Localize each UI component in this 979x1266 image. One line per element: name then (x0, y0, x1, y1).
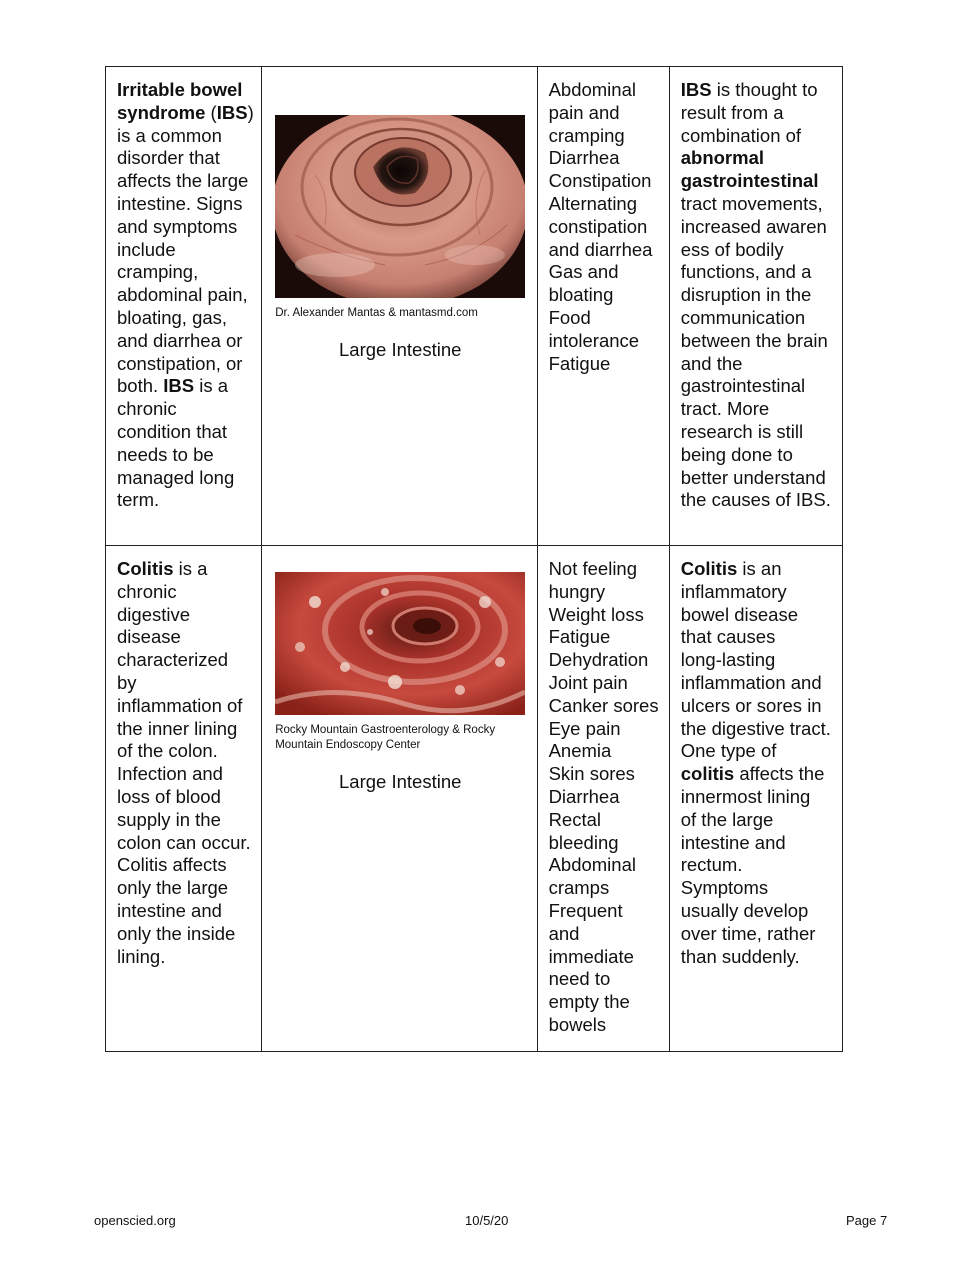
ibs-image-caption: Large Intestine (339, 339, 462, 360)
text-line: Diarrhea (548, 785, 620, 807)
text-line: cramping, (117, 261, 199, 283)
text-line: Colitis affects (117, 854, 227, 876)
ibs-description-cell (106, 67, 262, 546)
text-line: Skin sores (548, 763, 635, 785)
text-line: that causes (680, 626, 776, 648)
text-line: Colitis is an (680, 558, 782, 579)
text-line: gastrointestinal (680, 375, 806, 397)
text-line: Colitis is a (117, 558, 208, 579)
text-line: bowel disease (680, 603, 798, 625)
text-line: bowels (548, 1013, 607, 1035)
text-line: colon can occur. (117, 831, 251, 853)
colitis-endoscopy-image (275, 572, 525, 715)
text-line: communication (680, 306, 806, 328)
text-line: gastrointestinal (680, 170, 819, 192)
table-row-colitis (106, 546, 843, 1052)
text-line: tract movements, (680, 192, 823, 214)
ibs-cause-text (681, 79, 832, 512)
colitis-image-cell (262, 546, 537, 1052)
footer-page-number: Page 7 (846, 1213, 888, 1228)
text-line: Abdominal (548, 79, 636, 100)
colitis-description-cell (106, 546, 262, 1052)
text-line: intolerance (548, 329, 640, 351)
text-line: Abdominal (548, 854, 636, 876)
text-line: intestine and (680, 831, 786, 853)
text-line: functions, and a (680, 261, 812, 283)
text-line: is a common (117, 124, 222, 146)
text-line: bloating, gas, (117, 306, 228, 328)
text-line: and (548, 922, 580, 944)
footer-date: 10/5/20 (465, 1213, 509, 1228)
text-line: lining. (117, 945, 166, 967)
ibs-image-credit: Dr. Alexander Mantas & mantasmd.com (275, 307, 478, 319)
text-line: ess of bodily (680, 238, 784, 260)
text-line: abnormal (680, 147, 765, 169)
text-line: need to (548, 968, 611, 990)
text-line: intestine and (117, 899, 222, 921)
text-line: pain and (548, 101, 620, 123)
text-line: Symptoms (680, 877, 769, 899)
text-line: than suddenly. (680, 945, 800, 967)
text-line: Constipation (548, 170, 652, 192)
text-line: Frequent (548, 899, 623, 921)
text-line: loss of blood (117, 785, 221, 807)
text-line: Infection and (117, 763, 223, 785)
text-line: characterized (117, 649, 229, 671)
text-line: inflammation and (680, 671, 822, 693)
text-line: both. IBS is a (117, 375, 229, 397)
text-line: supply in the (117, 808, 221, 830)
text-line: Canker sores (548, 694, 659, 716)
text-line: and diarrhea (548, 238, 653, 260)
text-line: Fatigue (548, 352, 611, 374)
text-line: combination of (680, 124, 802, 146)
text-line: between the brain (680, 329, 828, 351)
colitis-cause-cell (669, 546, 842, 1052)
text-line: research is still (680, 420, 804, 442)
condition-table (105, 66, 843, 1052)
colitis-image-caption: Large Intestine (339, 771, 462, 792)
text-line: Gas and (548, 261, 619, 283)
colitis-symptoms-cell (537, 546, 669, 1052)
text-line: the inner lining (117, 717, 238, 739)
text-line: empty the (548, 991, 630, 1013)
text-line: of the colon. (117, 740, 218, 762)
text-line: condition that (117, 420, 228, 442)
text-line: Anemia (548, 740, 612, 762)
text-line: of the large (680, 808, 774, 830)
text-line: intestine. Signs (117, 192, 243, 214)
text-line: One type of (680, 740, 777, 762)
text-line: abdominal pain, (117, 284, 248, 306)
text-line: and diarrhea or (117, 329, 243, 351)
text-line: over time, rather (680, 922, 816, 944)
text-line: by (117, 671, 137, 693)
ibs-cause-cell (669, 67, 842, 546)
text-line: cramping (548, 124, 625, 146)
colitis-cause-text (681, 558, 832, 968)
text-line: chronic (117, 580, 177, 602)
table-row-ibs (106, 67, 843, 546)
text-line: long-lasting (680, 649, 776, 671)
text-line: chronic (117, 398, 177, 420)
text-line: ulcers or sores in (680, 694, 822, 716)
ibs-description-text (117, 79, 254, 512)
text-line: bloating (548, 284, 614, 306)
ibs-image-cell (262, 67, 537, 546)
text-line: innermost lining (680, 785, 811, 807)
text-line: the digestive tract. (680, 717, 831, 739)
text-line: disruption in the (680, 284, 812, 306)
text-line: constipation (548, 215, 648, 237)
text-line: cramps (548, 877, 610, 899)
text-line: Rectal (548, 808, 602, 830)
footer-site: openscied.org (94, 1213, 176, 1228)
text-line: Irritable bowel (117, 79, 243, 100)
colitis-image-credit: Rocky Mountain Gastroenterology & Rocky Mountain Endoscopy Center (275, 724, 496, 751)
text-line: digestive (117, 603, 191, 625)
text-line: inflammatory (680, 580, 787, 602)
text-line: needs to be (117, 443, 214, 465)
text-line: Weight loss (548, 603, 644, 625)
text-line: constipation, or (117, 352, 243, 374)
text-line: affects the large (117, 170, 249, 192)
text-line: Dehydration (548, 649, 649, 671)
text-line: Joint pain (548, 671, 628, 693)
text-line: include (117, 238, 176, 260)
text-line: immediate (548, 945, 634, 967)
colitis-description-text (117, 558, 251, 968)
text-line: better understand (680, 466, 826, 488)
text-line: Fatigue (548, 626, 611, 648)
text-line: Eye pain (548, 717, 621, 739)
text-line: inflammation of (117, 694, 243, 716)
text-line: disorder that (117, 147, 220, 169)
text-line: the causes of IBS. (680, 489, 831, 511)
text-line: syndrome (IBS) (117, 101, 254, 123)
text-line: Alternating (548, 192, 638, 214)
ibs-symptoms-text (549, 79, 659, 375)
colitis-symptoms-text (549, 558, 659, 1037)
text-line: and the (680, 352, 743, 374)
text-line: result from a (680, 101, 784, 123)
text-line: disease (117, 626, 181, 648)
text-line: Diarrhea (548, 147, 620, 169)
text-line: usually develop (680, 899, 809, 921)
text-line: and symptoms (117, 215, 238, 237)
text-line: term. (117, 489, 160, 511)
text-line: only the inside (117, 922, 236, 944)
text-line: only the large (117, 877, 229, 899)
text-line: colitis affects the (680, 763, 825, 785)
text-line: tract. More (680, 398, 770, 420)
text-line: IBS is thought to (680, 79, 818, 100)
text-line: Not feeling (548, 558, 638, 579)
ibs-symptoms-cell (537, 67, 669, 546)
text-line: bleeding (548, 831, 619, 853)
ibs-endoscopy-image (275, 115, 525, 298)
text-line: rectum. (680, 854, 743, 876)
text-line: being done to (680, 443, 793, 465)
text-line: managed long (117, 466, 235, 488)
text-line: Food (548, 306, 591, 328)
text-line: increased awaren (680, 215, 827, 237)
text-line: hungry (548, 580, 606, 602)
